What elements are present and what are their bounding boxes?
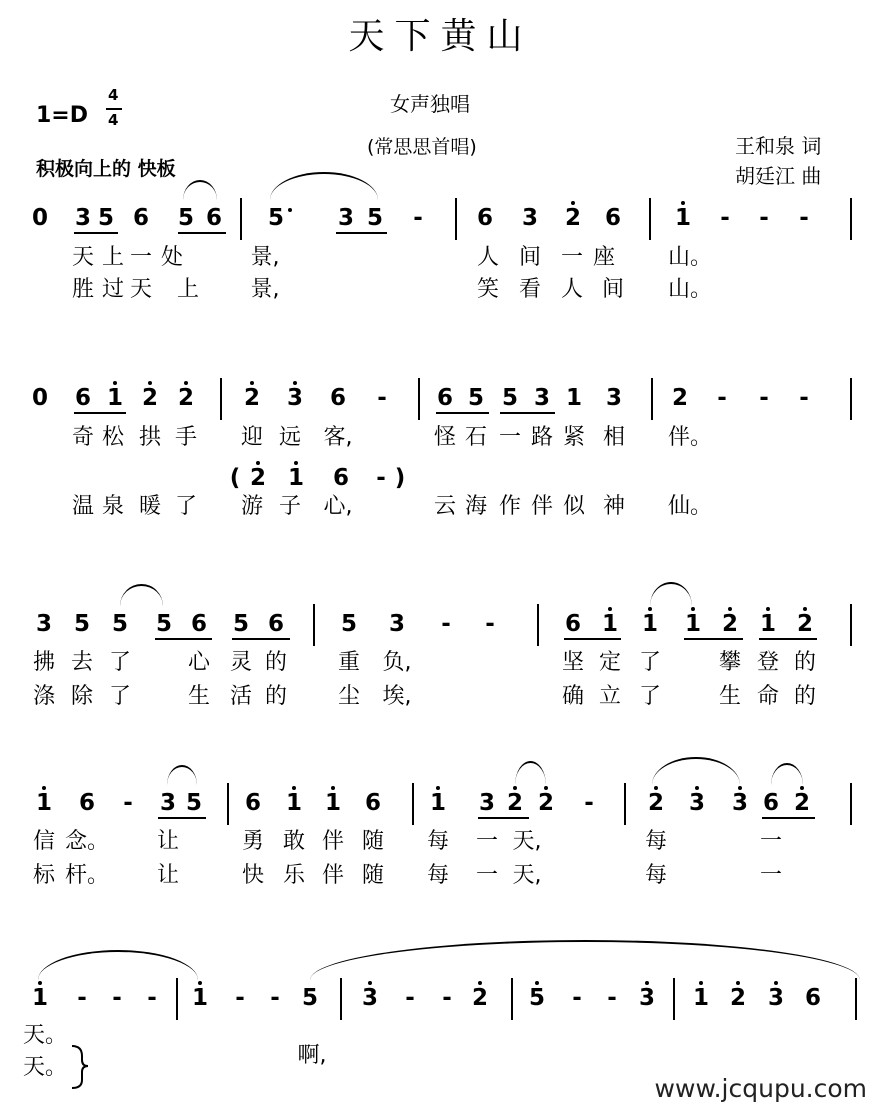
alt-note: 2 — [250, 466, 266, 490]
lyric-syllable: 间 — [601, 277, 625, 302]
note: 3 — [478, 790, 496, 816]
note: 5 — [501, 385, 519, 411]
note: 1 — [685, 612, 701, 636]
lyric-syllable: 的 — [793, 650, 817, 675]
note: 5 — [73, 611, 91, 637]
note: 2 — [142, 386, 158, 410]
note: 1 — [325, 791, 341, 815]
note: 3 — [159, 790, 177, 816]
lyric-syllable: 相 — [602, 425, 626, 450]
lyric-syllable: 确 — [561, 684, 585, 709]
note: 5 — [340, 611, 358, 637]
lyric-syllable: 仙。 — [667, 494, 713, 519]
composer-credit: 胡廷江 曲 — [735, 164, 822, 188]
page-title: 天下黄山 — [348, 16, 533, 57]
watermark: www.jcqupu.com — [654, 1074, 867, 1103]
lyric-syllable: 了 — [174, 494, 198, 519]
dash: - — [720, 205, 730, 231]
lyric-syllable: 松 — [101, 425, 125, 450]
lyric-syllable: 乐 — [282, 863, 306, 888]
note: 5 — [268, 206, 284, 230]
dash: - — [270, 985, 280, 1011]
lyric-syllable: 上 — [101, 245, 125, 270]
note: 3 — [287, 386, 303, 410]
note: 6 — [564, 611, 582, 637]
note: 2 — [472, 986, 488, 1010]
dash: - — [717, 385, 727, 411]
note: 3 — [639, 986, 655, 1010]
note: 1 — [36, 791, 52, 815]
note: 6 — [476, 205, 494, 231]
lyric-syllable: 一 — [475, 863, 499, 888]
lyric-syllable: 除 — [70, 684, 94, 709]
lyric-syllable: 景, — [250, 245, 280, 270]
lyric-syllable: 命 — [756, 684, 780, 709]
lyric-syllable: 勇 — [241, 829, 265, 854]
lyric-syllable: 信 — [32, 829, 56, 854]
lyric-syllable: 奇 — [71, 425, 95, 450]
note: 2 — [730, 986, 746, 1010]
alt-note: ( — [229, 465, 241, 491]
lyric-syllable: 啊, — [297, 1043, 327, 1068]
note: 3 — [337, 205, 355, 231]
lyric-syllable: 埃, — [382, 684, 412, 709]
alt-note: 6 — [332, 465, 350, 491]
lyric-syllable: 敢 — [282, 829, 306, 854]
lyric-syllable: 山。 — [667, 277, 713, 302]
dash: - — [377, 385, 387, 411]
note: 6 — [762, 790, 780, 816]
lyric-syllable: 拱 — [138, 425, 162, 450]
note: 5 — [467, 385, 485, 411]
lyric-syllable: 子 — [278, 494, 302, 519]
note: 0 — [31, 205, 49, 231]
dash: - — [607, 985, 617, 1011]
dash: - — [584, 790, 594, 816]
lyric-syllable: 天, — [512, 863, 542, 888]
note: 5 — [301, 985, 319, 1011]
note: 5 — [97, 205, 115, 231]
lyric-syllable: 远 — [278, 425, 302, 450]
lyric-syllable: 尘 — [337, 684, 361, 709]
note: 1 — [192, 986, 208, 1010]
dash: - — [442, 985, 452, 1011]
note: 3 — [362, 986, 378, 1010]
lyric-syllable: 海 — [464, 494, 488, 519]
lyric-syllable: 定 — [598, 650, 622, 675]
dash: - — [77, 985, 87, 1011]
lyric-syllable: 胜 — [71, 277, 95, 302]
lyric-syllable: 每 — [644, 863, 668, 888]
lyric-syllable: 一 — [475, 829, 499, 854]
dash: - — [572, 985, 582, 1011]
lyric-syllable: 一 — [498, 425, 522, 450]
dash: - — [112, 985, 122, 1011]
note: 2 — [797, 612, 813, 636]
lyric-syllable: 座 — [592, 245, 616, 270]
lyric-syllable: 石 — [464, 425, 488, 450]
lyric-syllable: 紧 — [562, 425, 586, 450]
lyric-syllable: 游 — [240, 494, 264, 519]
note: 3 — [35, 611, 53, 637]
lyric-syllable: 的 — [793, 684, 817, 709]
lyric-syllable: 心 — [187, 650, 211, 675]
note: 1 — [565, 385, 583, 411]
lyric-syllable: 攀 — [718, 650, 742, 675]
lyric-syllable: 标 — [32, 863, 56, 888]
note: 5 — [155, 611, 173, 637]
note: 6 — [804, 985, 822, 1011]
note: 3 — [689, 791, 705, 815]
lyric-syllable: 暖 — [138, 494, 162, 519]
lyric-syllable: 心, — [323, 494, 353, 519]
lyric-syllable: 随 — [361, 829, 385, 854]
dash: - — [441, 611, 451, 637]
note: 2 — [178, 386, 194, 410]
lyric-syllable: 景, — [250, 277, 280, 302]
lyric-syllable: 笑 — [476, 277, 500, 302]
lyric-syllable: 路 — [530, 425, 554, 450]
lyric-syllable: 的 — [264, 684, 288, 709]
note: 6 — [74, 385, 92, 411]
lyric-syllable: 泉 — [101, 494, 125, 519]
note: 3 — [732, 791, 748, 815]
lyric-syllable: 让 — [156, 829, 180, 854]
note: 2 — [244, 386, 260, 410]
note: 2 — [671, 385, 689, 411]
lyric-syllable: 一 — [759, 863, 783, 888]
note: 6 — [267, 611, 285, 637]
time-signature-bottom: 4 — [108, 111, 119, 129]
lyric-syllable: 了 — [108, 684, 132, 709]
dash: - — [235, 985, 245, 1011]
note: 3 — [74, 205, 92, 231]
key-signature: 1=D — [36, 103, 89, 128]
lyric-syllable: 坚 — [561, 650, 585, 675]
note: 1 — [642, 612, 658, 636]
lyric-syllable: 了 — [638, 684, 662, 709]
lyric-syllable: 一 — [560, 245, 584, 270]
note: 3 — [768, 986, 784, 1010]
note: 6 — [190, 611, 208, 637]
note: 5 — [111, 611, 129, 637]
note: 5 — [366, 205, 384, 231]
lyric-syllable: 每 — [426, 829, 450, 854]
lyric-syllable: 随 — [361, 863, 385, 888]
lyric-syllable: 让 — [156, 863, 180, 888]
note: 1 — [430, 791, 446, 815]
lyric-syllable: 云 — [433, 494, 457, 519]
singer-credit: (常思思首唱) — [367, 136, 477, 158]
note: 2 — [538, 791, 554, 815]
note: 6 — [78, 790, 96, 816]
lyric-syllable: 天, — [512, 829, 542, 854]
lyric-syllable: 怪 — [433, 425, 457, 450]
lyric-syllable: 杆。 — [64, 863, 110, 888]
alt-note: 1 — [288, 466, 304, 490]
note: 3 — [605, 385, 623, 411]
note: 5 — [232, 611, 250, 637]
dash: - — [485, 611, 495, 637]
note: 1 — [760, 612, 776, 636]
lyric-syllable: 过 — [101, 277, 125, 302]
lyric-syllable: 温 — [71, 494, 95, 519]
dash: - — [123, 790, 133, 816]
dash: - — [759, 205, 769, 231]
lyric-syllable: 快 — [241, 863, 265, 888]
lyric-syllable: 人 — [476, 245, 500, 270]
note: 2 — [648, 791, 664, 815]
lyric-syllable: 生 — [718, 684, 742, 709]
lyric-syllable: 神 — [602, 494, 626, 519]
lyricist-credit: 王和泉 词 — [735, 134, 822, 158]
note: 5 — [185, 790, 203, 816]
lyric-syllable: 伴 — [530, 494, 554, 519]
lyric-syllable: 间 — [518, 245, 542, 270]
lyric-syllable: 迎 — [240, 425, 264, 450]
lyric-syllable: 手 — [174, 425, 198, 450]
note: 1 — [286, 791, 302, 815]
performance-type: 女声独唱 — [390, 92, 470, 116]
lyric-syllable: 处 — [160, 245, 184, 270]
lyric-syllable: 上 — [176, 277, 200, 302]
note: 3 — [388, 611, 406, 637]
dash: - — [405, 985, 415, 1011]
lyric-syllable: 伴。 — [667, 425, 713, 450]
note: 1 — [675, 206, 691, 230]
lyric-syllable: 活 — [229, 684, 253, 709]
lyric-syllable: 的 — [264, 650, 288, 675]
note: 1 — [107, 386, 123, 410]
lyric-syllable: 生 — [187, 684, 211, 709]
lyric-syllable: 涤 — [32, 684, 56, 709]
note: 6 — [364, 790, 382, 816]
lyric-syllable: 去 — [70, 650, 94, 675]
note: 1 — [32, 986, 48, 1010]
lyric-syllable: 登 — [756, 650, 780, 675]
lyric-syllable: 念。 — [64, 829, 110, 854]
time-signature-top: 4 — [108, 86, 119, 104]
lyric-syllable: 天 — [129, 277, 153, 302]
note: 1 — [693, 986, 709, 1010]
note: 2 — [794, 791, 810, 815]
lyric-syllable: 客, — [323, 425, 353, 450]
lyric-syllable: 立 — [598, 684, 622, 709]
lyric-syllable: 一 — [759, 829, 783, 854]
note: 6 — [329, 385, 347, 411]
note: 2 — [565, 206, 581, 230]
lyric-syllable: 了 — [108, 650, 132, 675]
lyric-syllable: 负, — [382, 650, 412, 675]
dash: - — [413, 205, 423, 231]
lyric-syllable: 山。 — [667, 245, 713, 270]
note: 3 — [533, 385, 551, 411]
note: 0 — [31, 385, 49, 411]
lyric-syllable: 似 — [562, 494, 586, 519]
lyric-syllable: 天。 — [22, 1055, 68, 1080]
dash: - — [799, 385, 809, 411]
lyric-syllable: 重 — [337, 650, 361, 675]
note: 6 — [132, 205, 150, 231]
lyric-syllable: 天。 — [22, 1023, 68, 1048]
lyric-syllable: 伴 — [321, 829, 345, 854]
note: 5 — [529, 986, 545, 1010]
lyric-syllable: 灵 — [229, 650, 253, 675]
lyric-syllable: 一 — [129, 245, 153, 270]
lyric-syllable: 作 — [498, 494, 522, 519]
lyric-syllable: 每 — [426, 863, 450, 888]
note: 2 — [507, 791, 523, 815]
note: 1 — [602, 612, 618, 636]
lyric-syllable: 人 — [560, 277, 584, 302]
tempo-marking: 积极向上的 快板 — [36, 158, 176, 180]
note: 6 — [244, 790, 262, 816]
dash: - — [799, 205, 809, 231]
lyric-syllable: 了 — [638, 650, 662, 675]
lyric-syllable: 每 — [644, 829, 668, 854]
dash: - — [147, 985, 157, 1011]
alt-note: ) — [394, 465, 406, 491]
note: 6 — [604, 205, 622, 231]
note: 6 — [436, 385, 454, 411]
lyric-syllable: 拂 — [32, 650, 56, 675]
dash: - — [759, 385, 769, 411]
note: 6 — [205, 205, 223, 231]
alt-note: - — [376, 465, 386, 491]
lyric-syllable: 伴 — [321, 863, 345, 888]
lyric-syllable: 看 — [518, 277, 542, 302]
note: 5 — [177, 205, 195, 231]
note: 2 — [722, 612, 738, 636]
note: 3 — [521, 205, 539, 231]
lyric-syllable: 天 — [71, 245, 95, 270]
